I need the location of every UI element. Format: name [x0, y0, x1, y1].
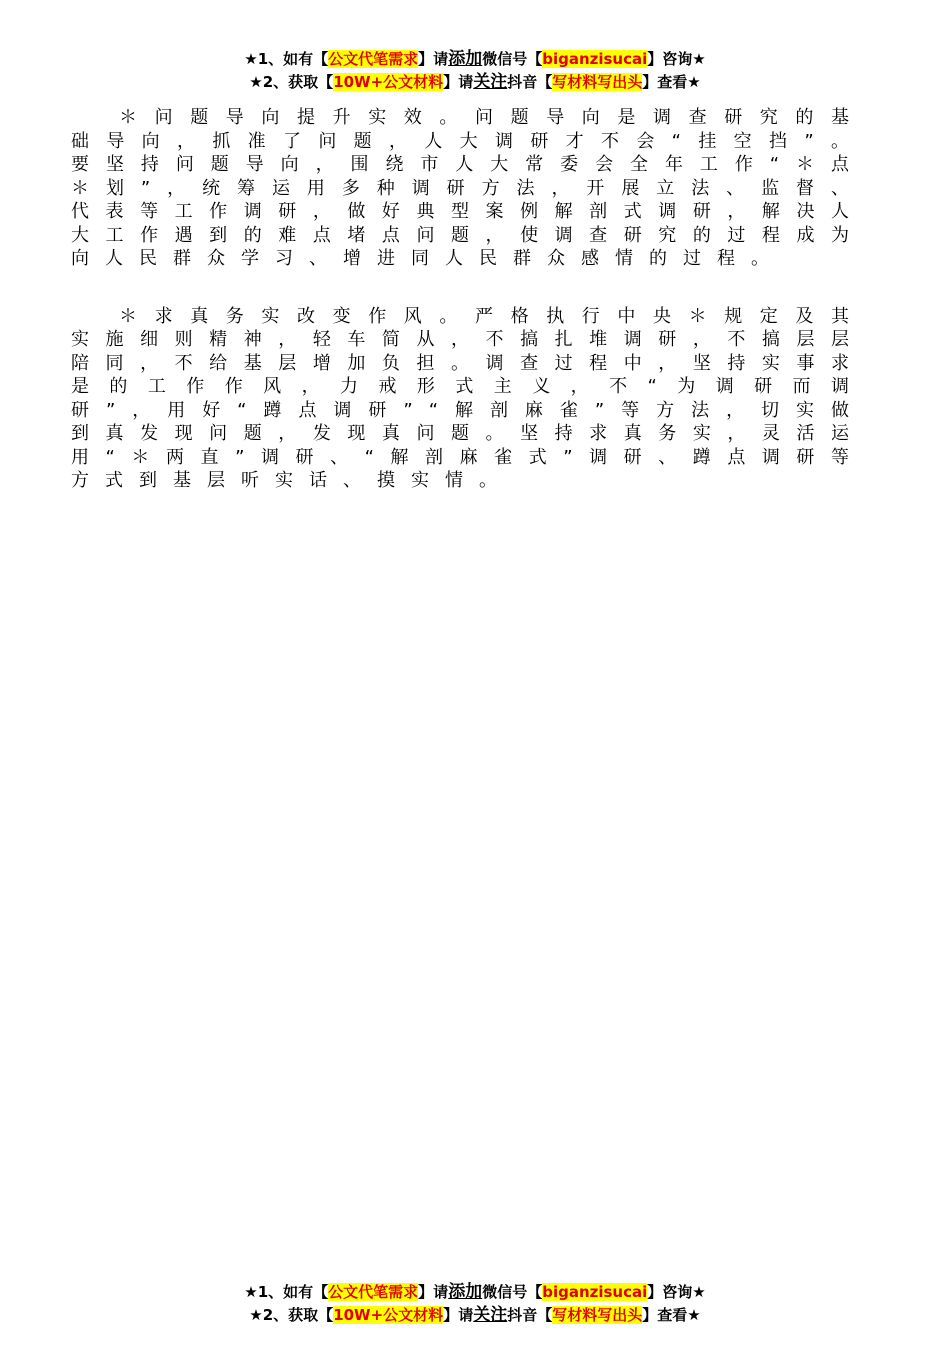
header-line-1-emphasis: 添加: [448, 49, 483, 69]
header-line-2-prefix: ★2、获取【: [249, 73, 334, 91]
header-line-1: [0, 48, 950, 71]
footer-line-1-highlight-wechat: biganzisucai: [542, 1283, 648, 1301]
header-line-1-suffix: 】咨询★: [647, 50, 706, 68]
footer-line-2-mid2: 抖音【: [507, 1306, 553, 1324]
header-line-2-suffix: 】查看★: [642, 73, 701, 91]
footer-line-2-suffix: 】查看★: [642, 1306, 701, 1324]
footer-line-2-highlight-douyin: 写材料写出头: [552, 1306, 643, 1324]
footer-line-1-prefix: ★1、如有【: [244, 1283, 329, 1301]
footer-line-2: [0, 1304, 950, 1327]
footer-banner: [0, 1281, 950, 1327]
footer-line-1-highlight-service: 公文代笔需求: [328, 1283, 419, 1301]
paragraph-problem-oriented: ＊问题导向提升实效。问题导向是调查研究的基础导向，抓准了问题，人大调研才不会“挂空挡”。要坚持问题导向，围绕市人大常委会全年工作“＊点＊划”，统筹运用多种调研方法，开展立法、监督、代表等工作调研，做好典型案例解剖式调研，解决人大工作遇到的难点堵点问题，使调查研究的过程成为向人民群众学习、增进同人民群众感情的过程。: [71, 107, 865, 269]
paragraph-seek-truth: ＊求真务实改变作风。严格执行中央＊规定及其实施细则精神，轻车简从，不搞扎堆调研，不搞层层陪同，不给基层增加负担。调查过程中，坚持实事求是的工作作风，力戒形式主义，不“为调研而调研”，用好“蹲点调研”“解剖麻雀”等方法，切实做到真发现问题，发现真问题。坚持求真务实，灵活运用“＊两直”调研、“解剖麻雀式”调研、蹲点调研等方式到基层听实话、摸实情。: [71, 305, 865, 491]
header-line-2-mid2: 抖音【: [507, 73, 553, 91]
header-line-2-highlight-materials: 10W+公文材料: [333, 73, 444, 91]
header-line-1-prefix: ★1、如有【: [244, 50, 329, 68]
header-line-2-emphasis: 关注: [473, 72, 508, 92]
footer-line-1-mid2: 微信号【: [482, 1283, 543, 1301]
header-line-2-mid: 】请: [443, 73, 474, 91]
header-line-1-highlight-service: 公文代笔需求: [328, 50, 419, 68]
header-banner: [0, 48, 950, 94]
footer-line-2-highlight-materials: 10W+公文材料: [333, 1306, 444, 1324]
footer-line-1: [0, 1281, 950, 1304]
header-line-2-highlight-douyin: 写材料写出头: [552, 73, 643, 91]
footer-line-2-prefix: ★2、获取【: [249, 1306, 334, 1324]
footer-line-1-mid: 】请: [418, 1283, 449, 1301]
document-body: [71, 106, 865, 493]
footer-line-2-mid: 】请: [443, 1306, 474, 1324]
footer-line-2-emphasis: 关注: [473, 1305, 508, 1325]
footer-line-1-emphasis: 添加: [448, 1282, 483, 1302]
header-line-1-highlight-wechat: biganzisucai: [542, 50, 648, 68]
header-line-1-mid: 】请: [418, 50, 449, 68]
header-line-1-mid2: 微信号【: [482, 50, 543, 68]
footer-line-1-suffix: 】咨询★: [647, 1283, 706, 1301]
header-line-2: [0, 71, 950, 94]
